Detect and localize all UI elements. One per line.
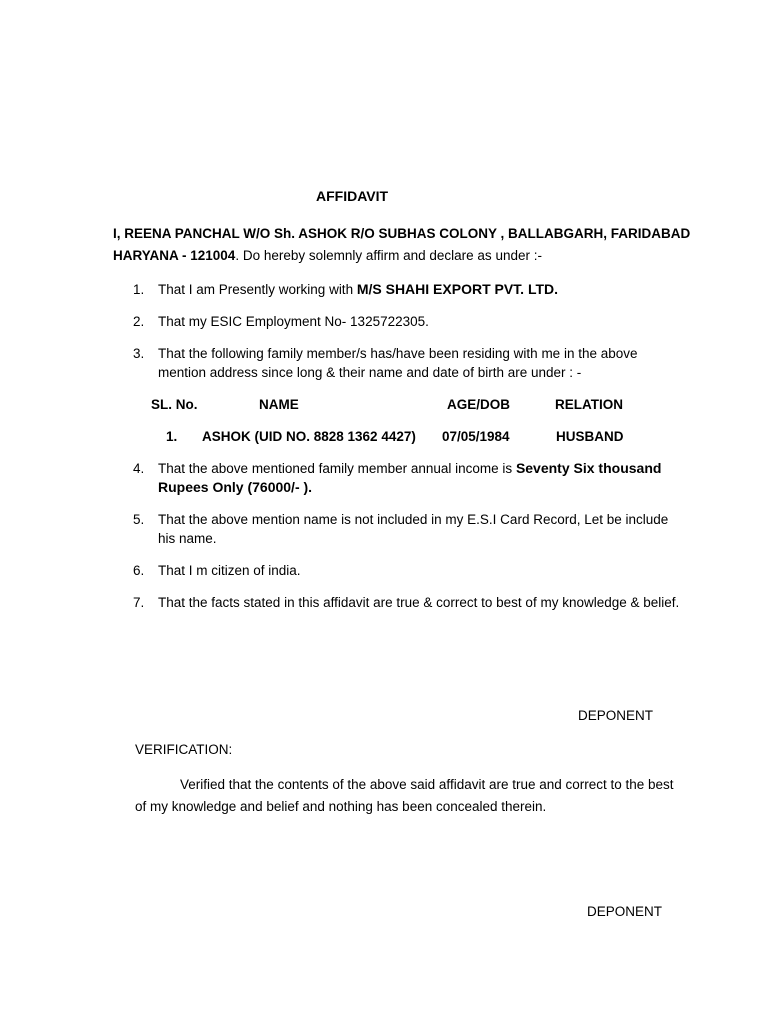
table-cell-age: 07/05/1984 [442,429,510,444]
item-text-plain: That I am Presently working with [158,282,357,297]
item-number: 5. [133,512,145,527]
item-text: That my ESIC Employment No- 1325722305. [158,314,429,329]
employer-name: M/S SHAHI EXPORT PVT. LTD. [356,281,559,297]
item-text [158,459,681,497]
table-header-sl: SL. No. [151,397,198,412]
item-number: 4. [133,461,145,476]
list-item [133,459,681,497]
table-cell-name: ASHOK (UID NO. 8828 1362 4427) [202,429,416,444]
item-text: That the facts stated in this affidavit are true & correct to best of my knowledge & belief. [158,595,680,610]
item-number: 6. [133,563,145,578]
annual-income: Seventy Six thousand Rupees Only (76000/- ). [158,460,662,495]
item-text: That the above mention name is not included in my E.S.I Card Record, Let be include his name. [158,512,669,546]
item-number: 1. [133,282,145,297]
verification-text: Verified that the contents of the above said affidavit are true and correct to the best of my knowledge and belief and nothing has been concealed therein. [135,777,674,814]
item-text [158,280,681,299]
item-text: That the following family member/s has/have been residing with me in the above mention address since long & their name and date of birth are under : - [158,346,638,380]
intro-declaration: . Do hereby solemnly affirm and declare as under :- [235,248,542,263]
table-cell-sl: 1. [166,429,178,444]
list-item [133,510,681,548]
list-item [133,593,681,612]
deponent-identity: I, REENA PANCHAL W/O Sh. ASHOK R/O SUBHAS COLONY , BALLABGARH, FARIDABAD HARYANA - 121004 [113,226,691,263]
item-number: 2. [133,314,145,329]
table-header-age: AGE/DOB [447,397,511,412]
list-item [133,344,681,382]
item-text-plain: That the above mentioned family member annual income is [158,461,516,476]
intro-paragraph [113,223,693,267]
deponent-label: DEPONENT [578,708,654,723]
item-text: That I m citizen of india. [158,563,301,578]
document-title: AFFIDAVIT [316,188,389,204]
table-cell-relation: HUSBAND [556,429,624,444]
deponent-label-verification: DEPONENT [587,904,663,919]
list-item [133,312,681,331]
verification-heading: VERIFICATION: [135,742,233,757]
table-header-relation: RELATION [555,397,623,412]
table-header-name: NAME [259,397,299,412]
list-item [133,280,681,299]
item-number: 7. [133,595,145,610]
item-number: 3. [133,346,145,361]
list-item [133,561,681,580]
